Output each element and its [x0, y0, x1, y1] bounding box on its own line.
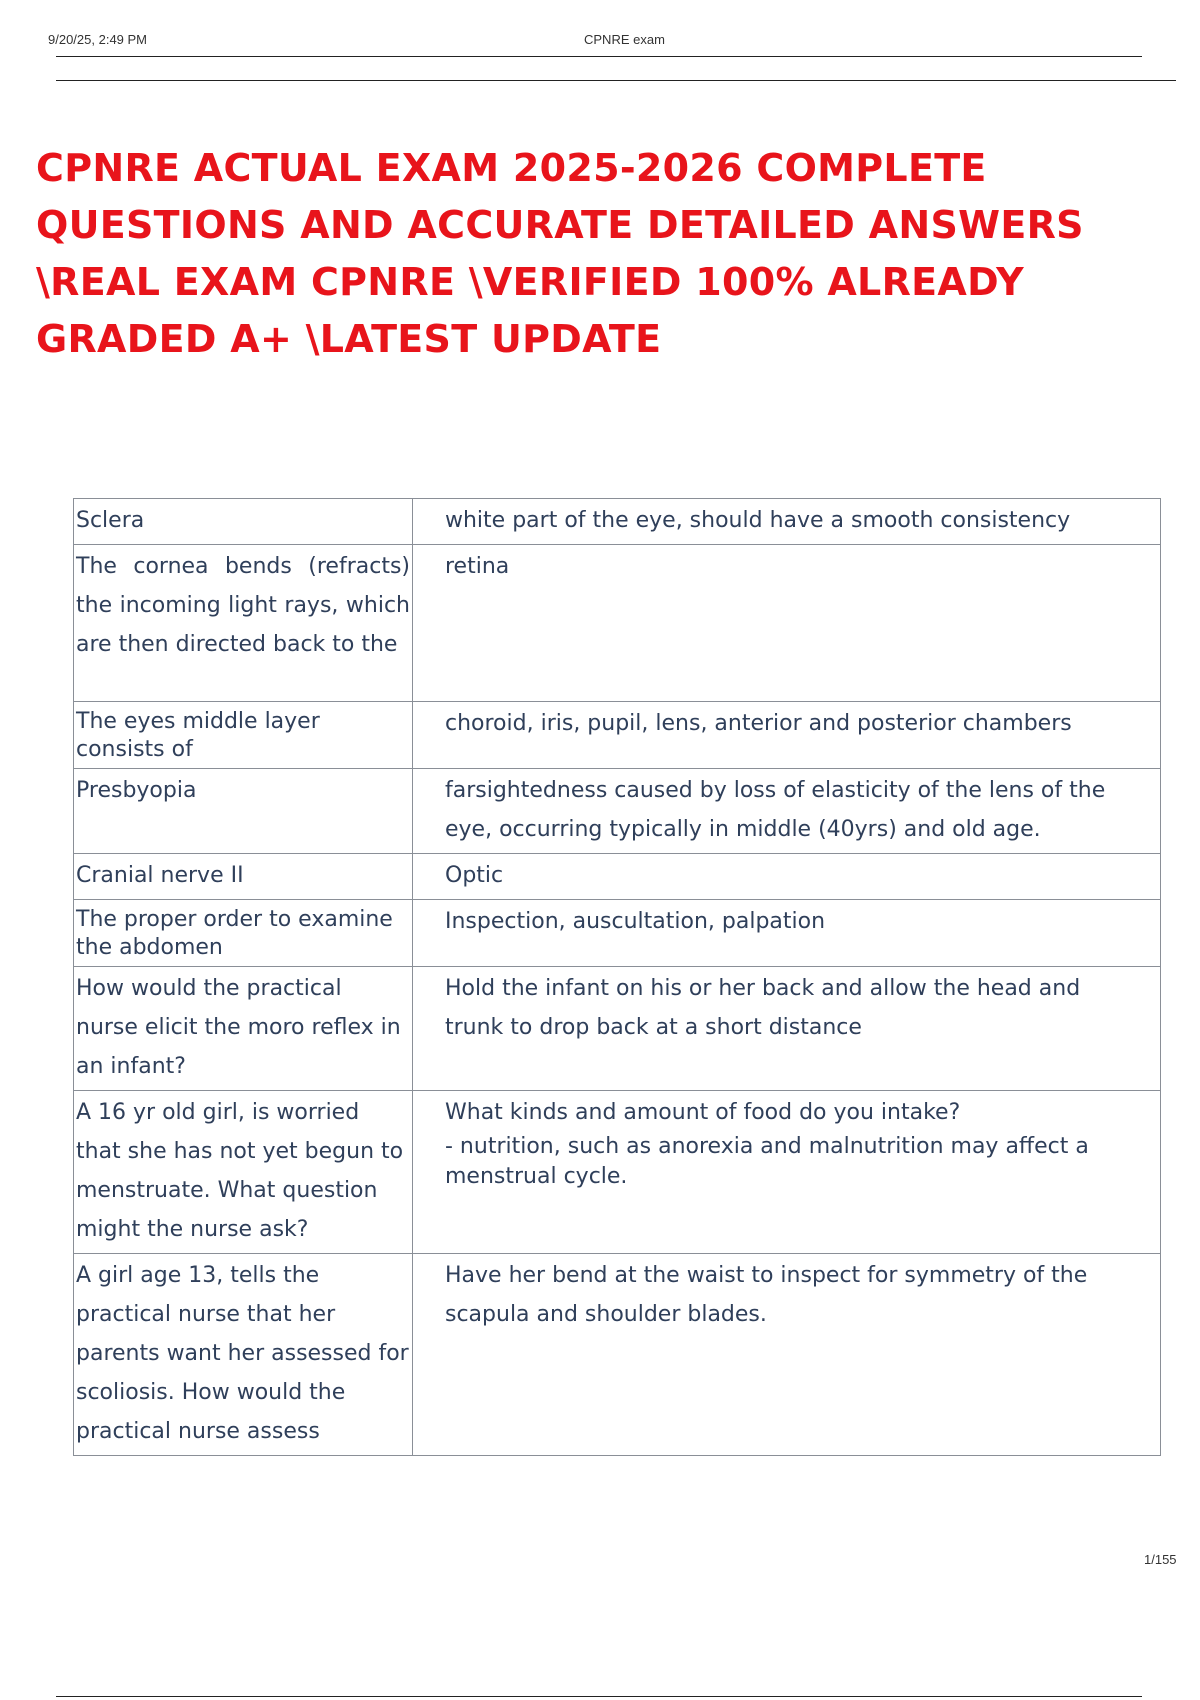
table-row — [74, 1091, 1161, 1254]
question-cell: The eyes middle layer consists of — [74, 702, 413, 769]
question-cell: The proper order to examine the abdomen — [74, 900, 413, 967]
table-row — [74, 1254, 1161, 1456]
answer-cell: farsightedness caused by loss of elasticity of the lens of the eye, occurring typically in middle (40yrs) and old age. — [413, 769, 1161, 854]
header-rule — [56, 56, 1142, 57]
question-cell: A girl age 13, tells the practical nurse that her parents want her assessed for scoliosis. How would the practical nurse assess — [74, 1254, 413, 1456]
table-row — [74, 854, 1161, 900]
question-cell: How would the practical nurse elicit the moro reflex in an infant? — [74, 967, 413, 1091]
print-header — [48, 28, 1142, 50]
qa-table — [73, 498, 1161, 1456]
answer-cell: Hold the infant on his or her back and allow the head and trunk to drop back at a short distance — [413, 967, 1161, 1091]
table-row — [74, 499, 1161, 545]
answer-cell: Optic — [413, 854, 1161, 900]
table-row — [74, 545, 1161, 702]
answer-cell: Have her bend at the waist to inspect for symmetry of the scapula and shoulder blades. — [413, 1254, 1161, 1456]
table-row — [74, 702, 1161, 769]
question-cell: A 16 yr old girl, is worried that she has not yet begun to menstruate. What question might the nurse ask? — [74, 1091, 413, 1254]
print-page-title: CPNRE exam — [584, 32, 665, 47]
answer-note: - nutrition, such as anorexia and malnutrition may affect a menstrual cycle. — [445, 1134, 1089, 1189]
table-row — [74, 769, 1161, 854]
print-timestamp: 9/20/25, 2:49 PM — [48, 32, 148, 47]
answer-cell: choroid, iris, pupil, lens, anterior and posterior chambers — [413, 702, 1161, 769]
answer-text: What kinds and amount of food do you intake? — [445, 1100, 961, 1125]
question-cell: Cranial nerve II — [74, 854, 413, 900]
header-rule-secondary — [56, 80, 1176, 81]
table-row — [74, 900, 1161, 967]
answer-cell: white part of the eye, should have a smooth consistency — [413, 499, 1161, 545]
answer-cell: Inspection, auscultation, palpation — [413, 900, 1161, 967]
table-row — [74, 967, 1161, 1091]
answer-cell — [413, 1091, 1161, 1254]
question-cell: Presbyopia — [74, 769, 413, 854]
footer-rule — [56, 1696, 1142, 1697]
question-cell: Sclera — [74, 499, 413, 545]
question-cell: The cornea bends (refracts) the incoming light rays, which are then directed back to the — [74, 545, 413, 702]
answer-cell: retina — [413, 545, 1161, 702]
document-title: CPNRE ACTUAL EXAM 2025-2026 COMPLETE QUESTIONS AND ACCURATE DETAILED ANSWERS \REAL EXAM CPNRE \VERIFIED 100% ALREADY GRADED A+ \LATEST UPDATE — [36, 146, 1084, 361]
page-number: 1/155 — [1144, 1552, 1177, 1567]
